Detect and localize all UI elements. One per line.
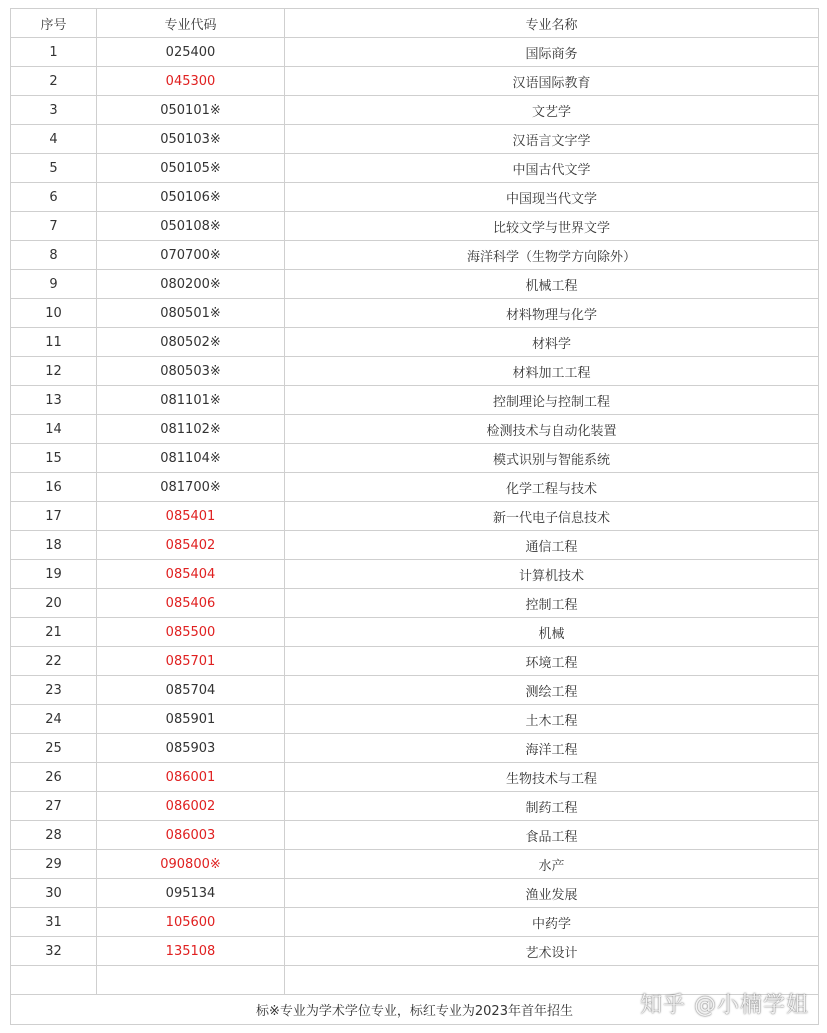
table-row: [11, 212, 819, 241]
footnote: 标※专业为学术学位专业，标红专业为2023年首年招生: [11, 995, 819, 1025]
row-name: 比较文学与世界文学: [285, 212, 819, 241]
row-index: 6: [11, 183, 97, 212]
row-name: 食品工程: [285, 821, 819, 850]
row-name: 控制工程: [285, 589, 819, 618]
table-row: [11, 908, 819, 937]
row-name: 材料学: [285, 328, 819, 357]
row-name: 汉语言文字学: [285, 125, 819, 154]
table-row: [11, 154, 819, 183]
row-code: 081700※: [97, 473, 285, 502]
row-index: 21: [11, 618, 97, 647]
table-row: [11, 734, 819, 763]
row-code: 050108※: [97, 212, 285, 241]
row-code: 095134: [97, 879, 285, 908]
empty-cell: [97, 966, 285, 995]
row-code: 086003: [97, 821, 285, 850]
table-row: [11, 444, 819, 473]
row-code: 081102※: [97, 415, 285, 444]
table-row: [11, 705, 819, 734]
table-row: [11, 328, 819, 357]
header-index: 序号: [11, 9, 97, 38]
header-name: 专业名称: [285, 9, 819, 38]
row-index: 19: [11, 560, 97, 589]
table-row: [11, 357, 819, 386]
row-name: 机械: [285, 618, 819, 647]
row-index: 29: [11, 850, 97, 879]
row-code: 081104※: [97, 444, 285, 473]
row-name: 新一代电子信息技术: [285, 502, 819, 531]
table-row: [11, 386, 819, 415]
row-index: 1: [11, 38, 97, 67]
row-code: 085404: [97, 560, 285, 589]
row-code: 085903: [97, 734, 285, 763]
table-row: [11, 183, 819, 212]
row-index: 23: [11, 676, 97, 705]
row-code: 086001: [97, 763, 285, 792]
row-name: 生物技术与工程: [285, 763, 819, 792]
table-header-row: [11, 9, 819, 38]
table-row: [11, 38, 819, 67]
row-name: 水产: [285, 850, 819, 879]
row-index: 26: [11, 763, 97, 792]
row-name: 检测技术与自动化装置: [285, 415, 819, 444]
row-code: 085701: [97, 647, 285, 676]
table-body: [11, 38, 819, 966]
row-name: 控制理论与控制工程: [285, 386, 819, 415]
row-code: 070700※: [97, 241, 285, 270]
row-name: 计算机技术: [285, 560, 819, 589]
table-row: [11, 589, 819, 618]
row-code: 085406: [97, 589, 285, 618]
row-name: 环境工程: [285, 647, 819, 676]
row-code: 086002: [97, 792, 285, 821]
row-code: 080200※: [97, 270, 285, 299]
row-code: 085500: [97, 618, 285, 647]
table-row: [11, 647, 819, 676]
row-index: 20: [11, 589, 97, 618]
row-name: 中国现当代文学: [285, 183, 819, 212]
table-row: [11, 850, 819, 879]
row-name: 材料物理与化学: [285, 299, 819, 328]
row-index: 3: [11, 96, 97, 125]
table-row: [11, 676, 819, 705]
row-code: 025400: [97, 38, 285, 67]
table-row: [11, 879, 819, 908]
row-index: 30: [11, 879, 97, 908]
row-name: 土木工程: [285, 705, 819, 734]
row-index: 27: [11, 792, 97, 821]
row-code: 085401: [97, 502, 285, 531]
row-index: 22: [11, 647, 97, 676]
row-name: 机械工程: [285, 270, 819, 299]
row-index: 24: [11, 705, 97, 734]
row-index: 10: [11, 299, 97, 328]
row-code: 085704: [97, 676, 285, 705]
row-name: 中国古代文学: [285, 154, 819, 183]
row-index: 2: [11, 67, 97, 96]
table-row: [11, 299, 819, 328]
row-name: 制药工程: [285, 792, 819, 821]
row-code: 050105※: [97, 154, 285, 183]
row-name: 测绘工程: [285, 676, 819, 705]
row-index: 5: [11, 154, 97, 183]
row-code: 080503※: [97, 357, 285, 386]
row-code: 105600: [97, 908, 285, 937]
row-index: 16: [11, 473, 97, 502]
table-row: [11, 415, 819, 444]
row-code: 085901: [97, 705, 285, 734]
table-row: [11, 270, 819, 299]
row-index: 4: [11, 125, 97, 154]
row-index: 9: [11, 270, 97, 299]
row-name: 海洋工程: [285, 734, 819, 763]
empty-cell: [11, 966, 97, 995]
row-index: 14: [11, 415, 97, 444]
row-code: 050101※: [97, 96, 285, 125]
table-row: [11, 763, 819, 792]
row-code: 080502※: [97, 328, 285, 357]
row-index: 15: [11, 444, 97, 473]
row-index: 25: [11, 734, 97, 763]
table-row: [11, 502, 819, 531]
row-code: 080501※: [97, 299, 285, 328]
row-index: 7: [11, 212, 97, 241]
table-row: [11, 937, 819, 966]
row-name: 模式识别与智能系统: [285, 444, 819, 473]
row-index: 8: [11, 241, 97, 270]
row-index: 32: [11, 937, 97, 966]
major-table: [10, 8, 819, 1025]
watermark: 知乎 @小楠学姐: [640, 993, 809, 1018]
table-row: [11, 792, 819, 821]
row-index: 12: [11, 357, 97, 386]
row-code: 135108: [97, 937, 285, 966]
row-name: 海洋科学（生物学方向除外）: [285, 241, 819, 270]
table-row: [11, 473, 819, 502]
row-name: 文艺学: [285, 96, 819, 125]
row-index: 31: [11, 908, 97, 937]
row-name: 通信工程: [285, 531, 819, 560]
row-index: 17: [11, 502, 97, 531]
row-index: 13: [11, 386, 97, 415]
row-code: 045300: [97, 67, 285, 96]
row-code: 090800※: [97, 850, 285, 879]
table-row: [11, 241, 819, 270]
table-row: [11, 67, 819, 96]
row-name: 化学工程与技术: [285, 473, 819, 502]
table-row: [11, 531, 819, 560]
table-row: [11, 821, 819, 850]
row-name: 材料加工工程: [285, 357, 819, 386]
row-code: 081101※: [97, 386, 285, 415]
row-index: 18: [11, 531, 97, 560]
row-index: 28: [11, 821, 97, 850]
row-code: 050103※: [97, 125, 285, 154]
row-code: 085402: [97, 531, 285, 560]
table-row: [11, 125, 819, 154]
row-name: 中药学: [285, 908, 819, 937]
row-index: 11: [11, 328, 97, 357]
table-row: [11, 96, 819, 125]
header-code: 专业代码: [97, 9, 285, 38]
row-name: 渔业发展: [285, 879, 819, 908]
table-row: [11, 618, 819, 647]
table-row: [11, 560, 819, 589]
row-name: 汉语国际教育: [285, 67, 819, 96]
row-code: 050106※: [97, 183, 285, 212]
row-name: 国际商务: [285, 38, 819, 67]
row-name: 艺术设计: [285, 937, 819, 966]
